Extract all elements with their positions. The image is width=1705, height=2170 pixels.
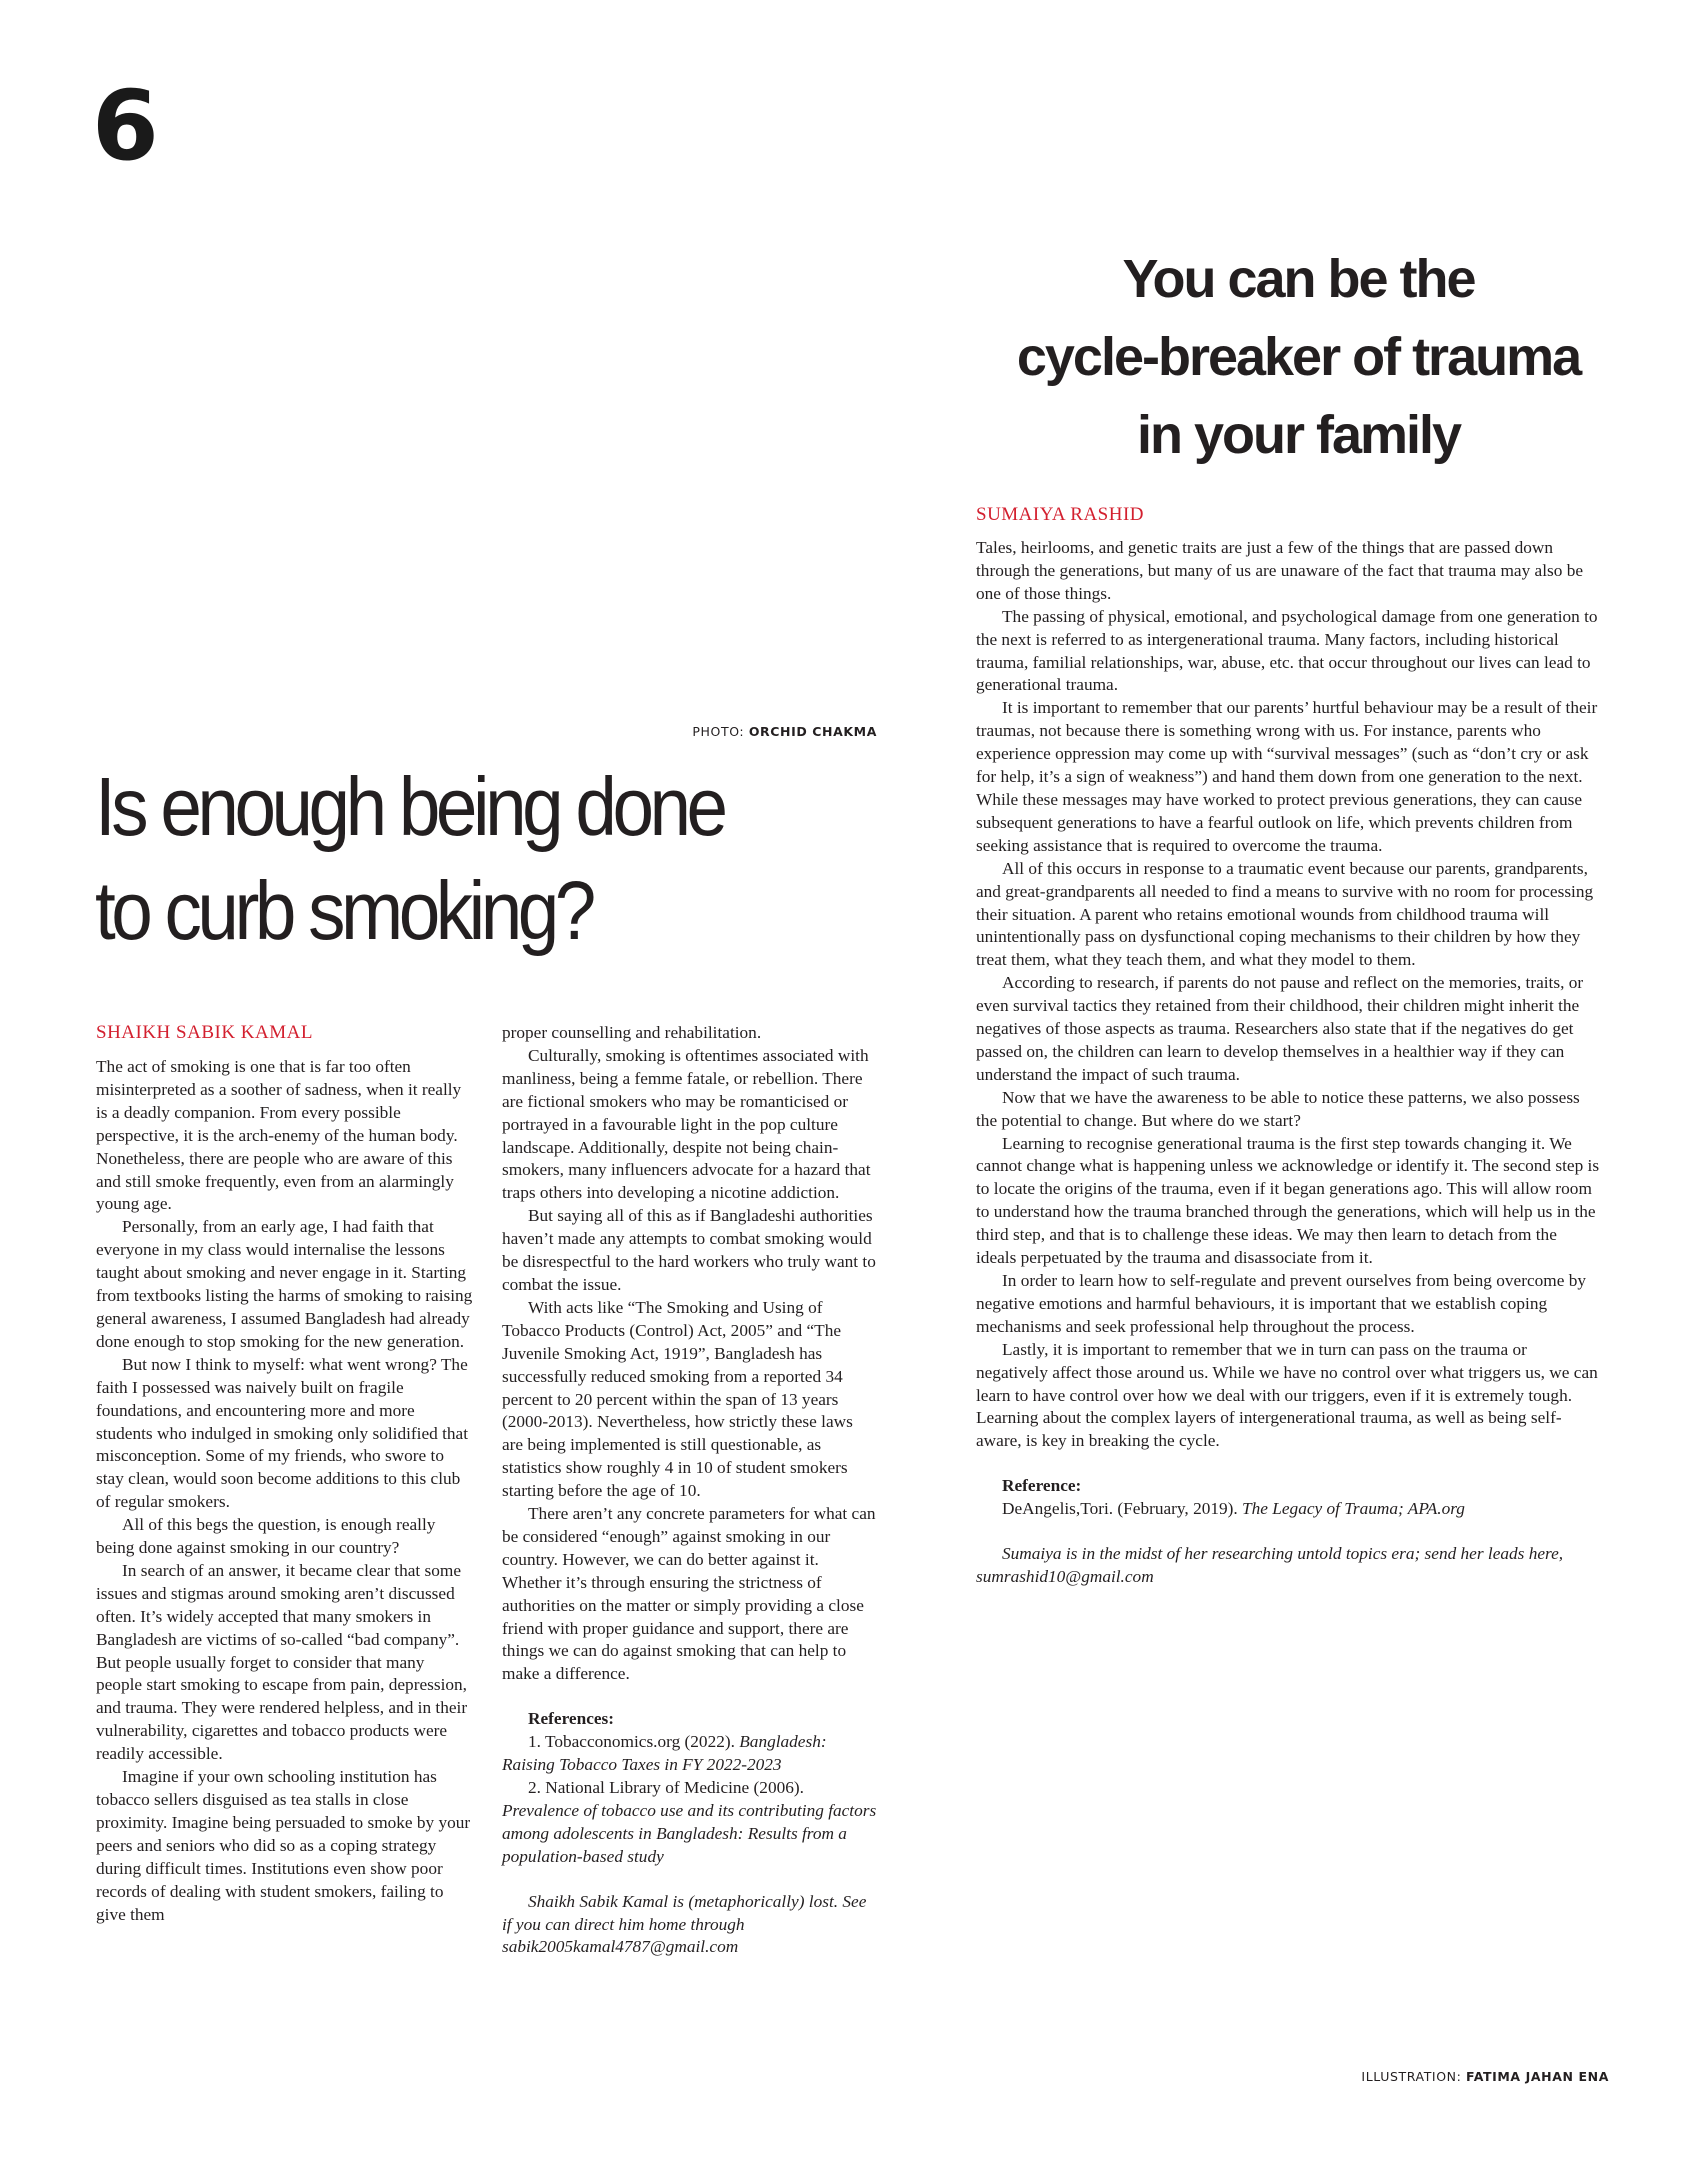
article1-author-bio: Shaikh Sabik Kamal is (metaphorically) lost. See if you can direct him home through sabik2005kamal4787@gmail.com <box>502 1891 867 1957</box>
article2-byline: SUMAIYA RASHID <box>976 504 1144 525</box>
article2-paragraph: Now that we have the awareness to be able to notice these patterns, we also possess the potential to change. But where do we start? <box>976 1087 1580 1130</box>
article1-byline: SHAIKH SABIK KAMAL <box>96 1022 313 1043</box>
article2-reference-heading: Reference: <box>1002 1476 1082 1496</box>
article1-paragraph: Culturally, smoking is oftentimes associated with manliness, being a femme fatale, or rebellion. There are fictional smokers who may be romanticised or portrayed in a favourable light in the pop culture landscape. Additionally, despite not being chain-smokers, many influencers advocate for a hazard that traps others into developing a nicotine addiction. <box>502 1045 871 1203</box>
article1-paragraph: In search of an answer, it became clear that some issues and stigmas around smoking aren’t discussed often. It’s widely accepted that many smokers in Bangladesh are victims of so-called “bad company”. But people usually forget to consider that many people start smoking to escape from pain, depression, and trauma. They were rendered helpless, and in their vulnerability, cigarettes and tobacco products were readily accessible. <box>96 1560 468 1764</box>
article2-paragraph: The passing of physical, emotional, and psychological damage from one generation to the next is referred to as intergenerational trauma. Many factors, including historical trauma, familial relationships, war, abuse, etc. that occur throughout our lives can lead to generational trauma. <box>976 606 1598 695</box>
article2-author-bio: Sumaiya is in the midst of her researching untold topics era; send her leads here, sumrashid10@gmail.com <box>976 1544 1564 1586</box>
article2-paragraph: In order to learn how to self-regulate and prevent ourselves from being overcome by negative emotions and harmful behaviours, it is important that we establish coping mechanisms and seek professional help throughout the process. <box>976 1271 1586 1336</box>
article1-column2 <box>502 1022 878 1959</box>
article1-references-heading: References: <box>528 1709 615 1729</box>
article1-paragraph: Personally, from an early age, I had faith that everyone in my class would internalise the lessons taught about smoking and never engage in it. Starting from textbooks listing the harms of smoking to raising general awareness, I assumed Bangladesh had already done enough to stop smoking for the new generation. <box>96 1217 473 1351</box>
article2-paragraph: According to research, if parents do not pause and reflect on the memories, traits, or even survival tactics they retained from their childhood, their children might inherit the negatives of those aspects as trauma. Researchers also state that if the negatives do get passed on, the children can learn to develop themselves in a healthier way if they can understand the impact of such trauma. <box>976 973 1584 1084</box>
article2-paragraph: All of this occurs in response to a traumatic event because our parents, grandparents, and great-grandparents all needed to find a means to survive with no room for processing their situation. A parent who retains emotional wounds from childhood trauma will unintentionally pass on dysfunctional coping mechanisms to their children by how they treat them, what they teach them, and what they model to them. <box>976 858 1594 970</box>
article1-column1 <box>96 1056 474 1926</box>
article2-body <box>976 537 1601 1589</box>
article1-reference-1: 1. Tobacconomics.org (2022). Bangladesh: Raising Tobacco Taxes in FY 2022-2023 <box>502 1732 827 1775</box>
article2-paragraph: Learning to recognise generational trauma is the first step towards changing it. We cannot change what is happening unless we acknowledge or identify it. The second step is to locate the origins of the trauma, even if it began generations ago. This will allow room to understand how the trauma branched through the generations, which will help us in the third step, and that is to challenge these ideas. We may then learn to detach from the ideals perpetuated by the trauma and disassociate from it. <box>976 1133 1600 1268</box>
article2-headline-line1: You can be the <box>1122 249 1475 309</box>
article1-paragraph: The act of smoking is one that is far too often misinterpreted as a soother of sadness, when it really is a deadly companion. From every possible perspective, it is the arch-enemy of the human body. Nonetheless, there are people who are aware of this and still smoke frequently, even from an alarmingly young age. <box>96 1057 462 1214</box>
article1-reference-2: 2. National Library of Medicine (2006). Prevalence of tobacco use and its contributing factors among adolescents in Bangladesh: Results from a population-based study <box>502 1778 877 1866</box>
article1-headline-line2: to curb smoking? <box>95 864 592 957</box>
article1-paragraph-continued: proper counselling and rehabilitation. <box>502 1023 762 1042</box>
page-number: 6 <box>92 70 159 182</box>
article2-paragraph: Lastly, it is important to remember that we in turn can pass on the trauma or negatively affect those around us. While we have no control over what triggers us, we can learn to have control over how we deal with our triggers, even if it is extremely tough. Learning about the complex layers of intergenerational trauma, as well as being self-aware, is key in breaking the cycle. <box>976 1339 1598 1451</box>
article2-headline <box>986 240 1611 474</box>
article2-headline-line2: cycle-breaker of trauma <box>1016 327 1581 387</box>
article1-paragraph: There aren’t any concrete parameters for what can be considered “enough” against smoking in our country. However, we can do better against it. Whether it’s through ensuring the strictness of authorities on the matter or simply providing a close friend with proper guidance and support, there are things we can do against smoking that can help to make a difference. <box>502 1504 876 1684</box>
article1-headline <box>95 755 815 963</box>
illustration-credit: ILLUSTRATION: FATIMA JAHAN ENA <box>1361 2069 1609 2084</box>
article1-paragraph: Imagine if your own schooling institution has tobacco sellers disguised as tea stalls in close proximity. Imagine being persuaded to smoke by your peers and seniors who did so as a coping strategy during difficult times. Institutions even show poor records of dealing with student smokers, failing to give them <box>96 1767 471 1924</box>
article1-paragraph: With acts like “The Smoking and Using of Tobacco Products (Control) Act, 2005” and “The Juvenile Smoking Act, 1919”, Bangladesh has successfully reduced smoking from a reported 34 percent to 20 percent within the span of 13 years (2000-2013). Nevertheless, how strictly these laws are being implemented is still questionable, as statistics show roughly 4 in 10 of student smokers starting before the age of 10. <box>502 1297 853 1501</box>
article1-headline-line1: Is enough being done <box>95 760 724 853</box>
article2-headline-line3: in your family <box>1136 405 1461 465</box>
article2-paragraph: It is important to remember that our parents’ hurtful behaviour may be a result of their traumas, not because there is something wrong with us. For instance, parents who experience oppression may come up with “survival messages” (such as “don’t cry or ask for help, it’s a sign of weakness”) and hand them down from one generation to the next. While these messages may have worked to protect previous generations, they can cause subsequent generations to have a fearful outlook on life, which prevents children from seeking assistance that is required to overcome the trauma. <box>976 698 1598 855</box>
article2-reference: DeAngelis,Tori. (February, 2019). The Legacy of Trauma; APA.org <box>1002 1499 1465 1519</box>
article2-paragraph: Tales, heirlooms, and genetic traits are just a few of the things that are passed down through the generations, but many of us are unaware of the fact that trauma may also be one of those things. <box>976 538 1584 603</box>
photo-credit: PHOTO: ORCHID CHAKMA <box>692 724 877 739</box>
article1-paragraph: But saying all of this as if Bangladeshi authorities haven’t made any attempts to combat smoking would be disrespectful to the hard workers who truly want to combat the issue. <box>502 1206 876 1294</box>
article1-paragraph: All of this begs the question, is enough really being done against smoking in our country? <box>96 1515 436 1558</box>
article1-paragraph: But now I think to myself: what went wrong? The faith I possessed was naively built on fragile foundations, and encountering more and more students who indulged in smoking only solidified that misconception. Some of my friends, who swore to stay clean, would soon become additions to this club of regular smokers. <box>96 1354 469 1512</box>
